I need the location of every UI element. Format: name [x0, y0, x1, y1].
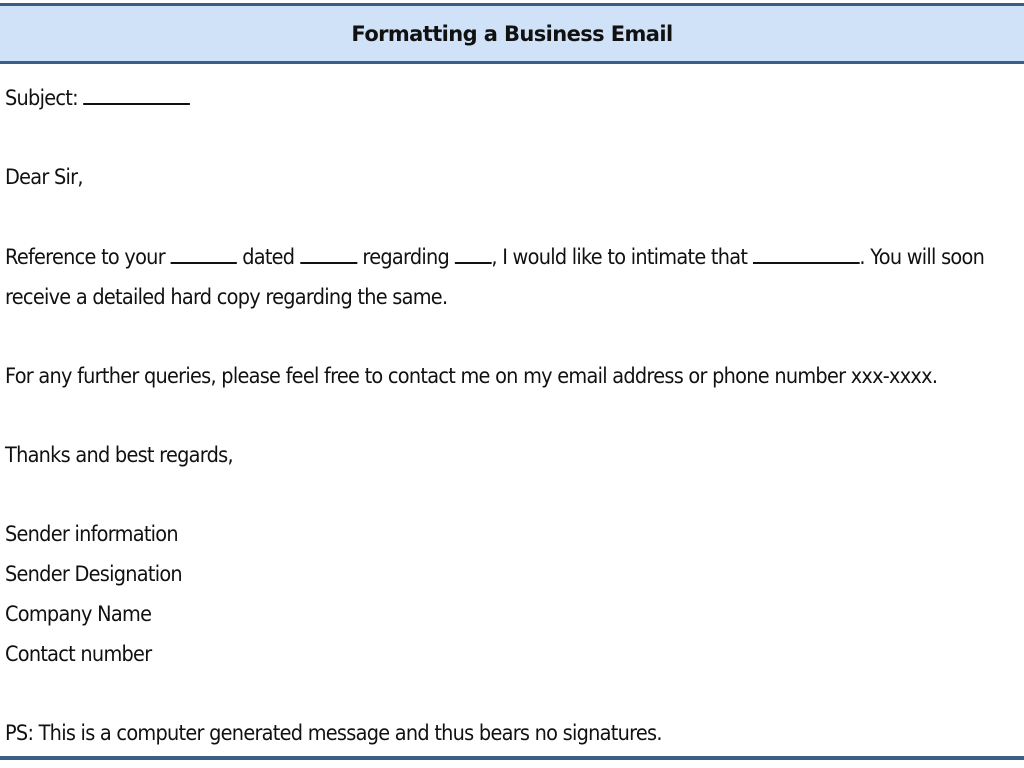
reference-blank: [170, 244, 236, 264]
intimate-blank: [753, 244, 860, 264]
paragraph-1-text-b: dated: [242, 245, 295, 269]
email-template-panel: [0, 3, 1024, 760]
paragraph-1-text-d: , I would like to intimate that: [491, 245, 748, 269]
sender-information: Sender information: [5, 522, 178, 546]
paragraph-1-line-2: receive a detailed hard copy regarding the same.: [5, 285, 448, 309]
paragraph-1-text-e: . You will soon: [859, 245, 985, 269]
sender-designation: Sender Designation: [5, 562, 182, 586]
panel-header: [0, 6, 1024, 64]
subject-blank: [83, 85, 190, 105]
regarding-blank: [455, 244, 492, 264]
paragraph-2: For any further queries, please feel free to contact me on my email address or phone number xxx-xxxx.: [5, 364, 938, 388]
subject-label: Subject:: [5, 86, 78, 110]
paragraph-1-text-a: Reference to your: [5, 245, 165, 269]
paragraph-1-text-c: regarding: [362, 245, 450, 269]
page-title: Formatting a Business Email: [351, 21, 673, 46]
ps-note: PS: This is a computer generated message and thus bears no signatures.: [5, 721, 662, 745]
date-blank: [300, 244, 357, 264]
closing: Thanks and best regards,: [5, 443, 233, 467]
subject-line: [5, 84, 196, 112]
contact-number: Contact number: [5, 642, 152, 666]
greeting: Dear Sir,: [5, 165, 83, 189]
paragraph-1-line-1: [5, 243, 984, 271]
company-name: Company Name: [5, 602, 152, 626]
